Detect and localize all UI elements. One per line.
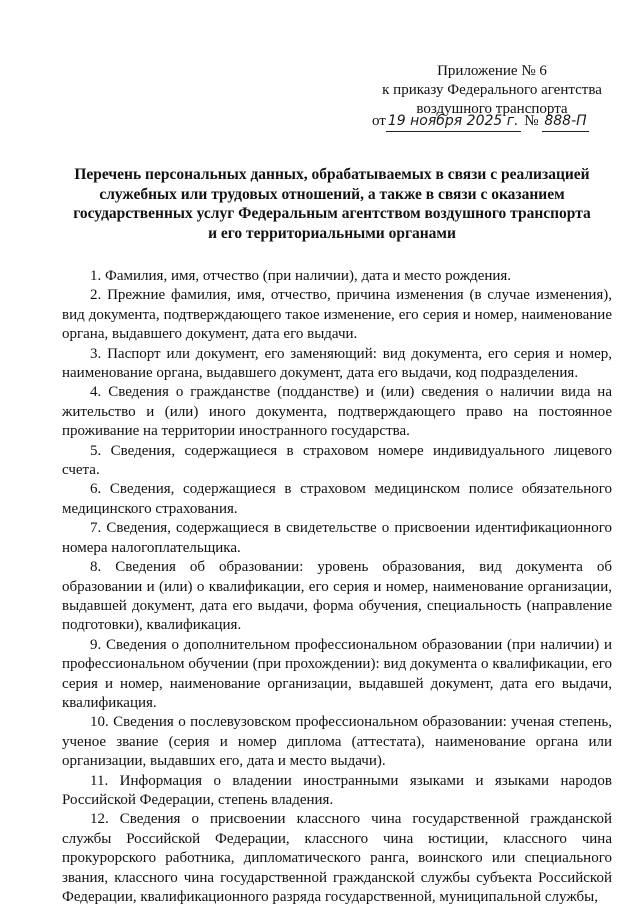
- order-prefix: от: [372, 113, 386, 129]
- list-item: 11. Информация о владении иностранными языками и языками народов Российской Федерации, степень владения.: [62, 772, 612, 808]
- list-item: 10. Сведения о послевузовском профессиональном образовании: ученая степень, ученое звание (серия и номер диплома (аттестата), наименование органа или организации, выдавших его, дата и место выдачи).: [62, 714, 612, 770]
- order-number-label: №: [524, 113, 539, 129]
- personal-data-list: [62, 267, 612, 907]
- appendix-header: [372, 62, 612, 119]
- appendix-line: Приложение № 6: [437, 63, 547, 79]
- appendix-line: к приказу Федерального агентства: [382, 82, 602, 98]
- list-item: 7. Сведения, содержащиеся в свидетельстве о присвоении идентификационного номера налогоплательщика.: [62, 520, 612, 556]
- list-item: 12. Сведения о присвоении классного чина государственной гражданской службы Российской Федерации, классного чина юстиции, классного чина прокурорского работника, дипломатического ранга, воинского или специального звания, классного чина государственной гражданской службы субъекта Российской Федерации, квалификационного разряда государственной, муниципальной службы,: [62, 811, 612, 905]
- order-number: 888-П: [542, 112, 588, 132]
- appendix-line: воздушного транспорта: [416, 101, 568, 117]
- list-item: 3. Паспорт или документ, его заменяющий: вид документа, его серия и номер, наименование органа, выдавшего документ, дата его выдачи, код подразделения.: [62, 345, 612, 382]
- list-item: 8. Сведения об образовании: уровень образования, вид документа об образовании и (или) о квалификации, его серия и номер, наименование организации, выдавшей документ, дата его выдачи, форма обучения, специальность (направление подготовки), квалификация.: [62, 559, 612, 634]
- list-item: 1. Фамилия, имя, отчество (при наличии), дата и место рождения.: [90, 268, 512, 284]
- title-line: государственных услуг Федеральным агентством воздушного транспорта: [73, 205, 591, 222]
- title-line: служебных или трудовых отношений, а также в связи с оказанием: [99, 185, 565, 203]
- list-item: 5. Сведения, содержащиеся в страховом номере индивидуального лицевого счета.: [62, 442, 612, 479]
- list-item: 2. Прежние фамилия, имя, отчество, причина изменения (в случае изменения), вид документа, подтверждающего такое изменение, его серия и номер, наименование органа, выдавшего документ, дата его выдачи.: [62, 287, 612, 343]
- list-item: 9. Сведения о дополнительном профессиональном образовании (при наличии) и профессиональном обучении (при прохождении): вид документа о квалификации, его серия и номер, наименование организации, выдавшей документ, дата его выдачи, квалификация.: [62, 636, 612, 711]
- order-reference: [372, 112, 589, 132]
- title-line: Перечень персональных данных, обрабатываемых в связи с реализацией: [74, 166, 590, 183]
- document-title: [62, 165, 602, 243]
- list-item: 6. Сведения, содержащиеся в страховом медицинском полисе обязательного медицинского страхования.: [62, 481, 612, 517]
- order-date: 19 ноября 2025 г.: [386, 112, 521, 132]
- list-item: 4. Сведения о гражданстве (подданстве) и (или) сведения о наличии вида на жительство и (или) иного документа, подтверждающего право на постоянное проживание на территории иностранного государства.: [62, 384, 612, 440]
- title-line: и его территориальными органами: [208, 224, 456, 242]
